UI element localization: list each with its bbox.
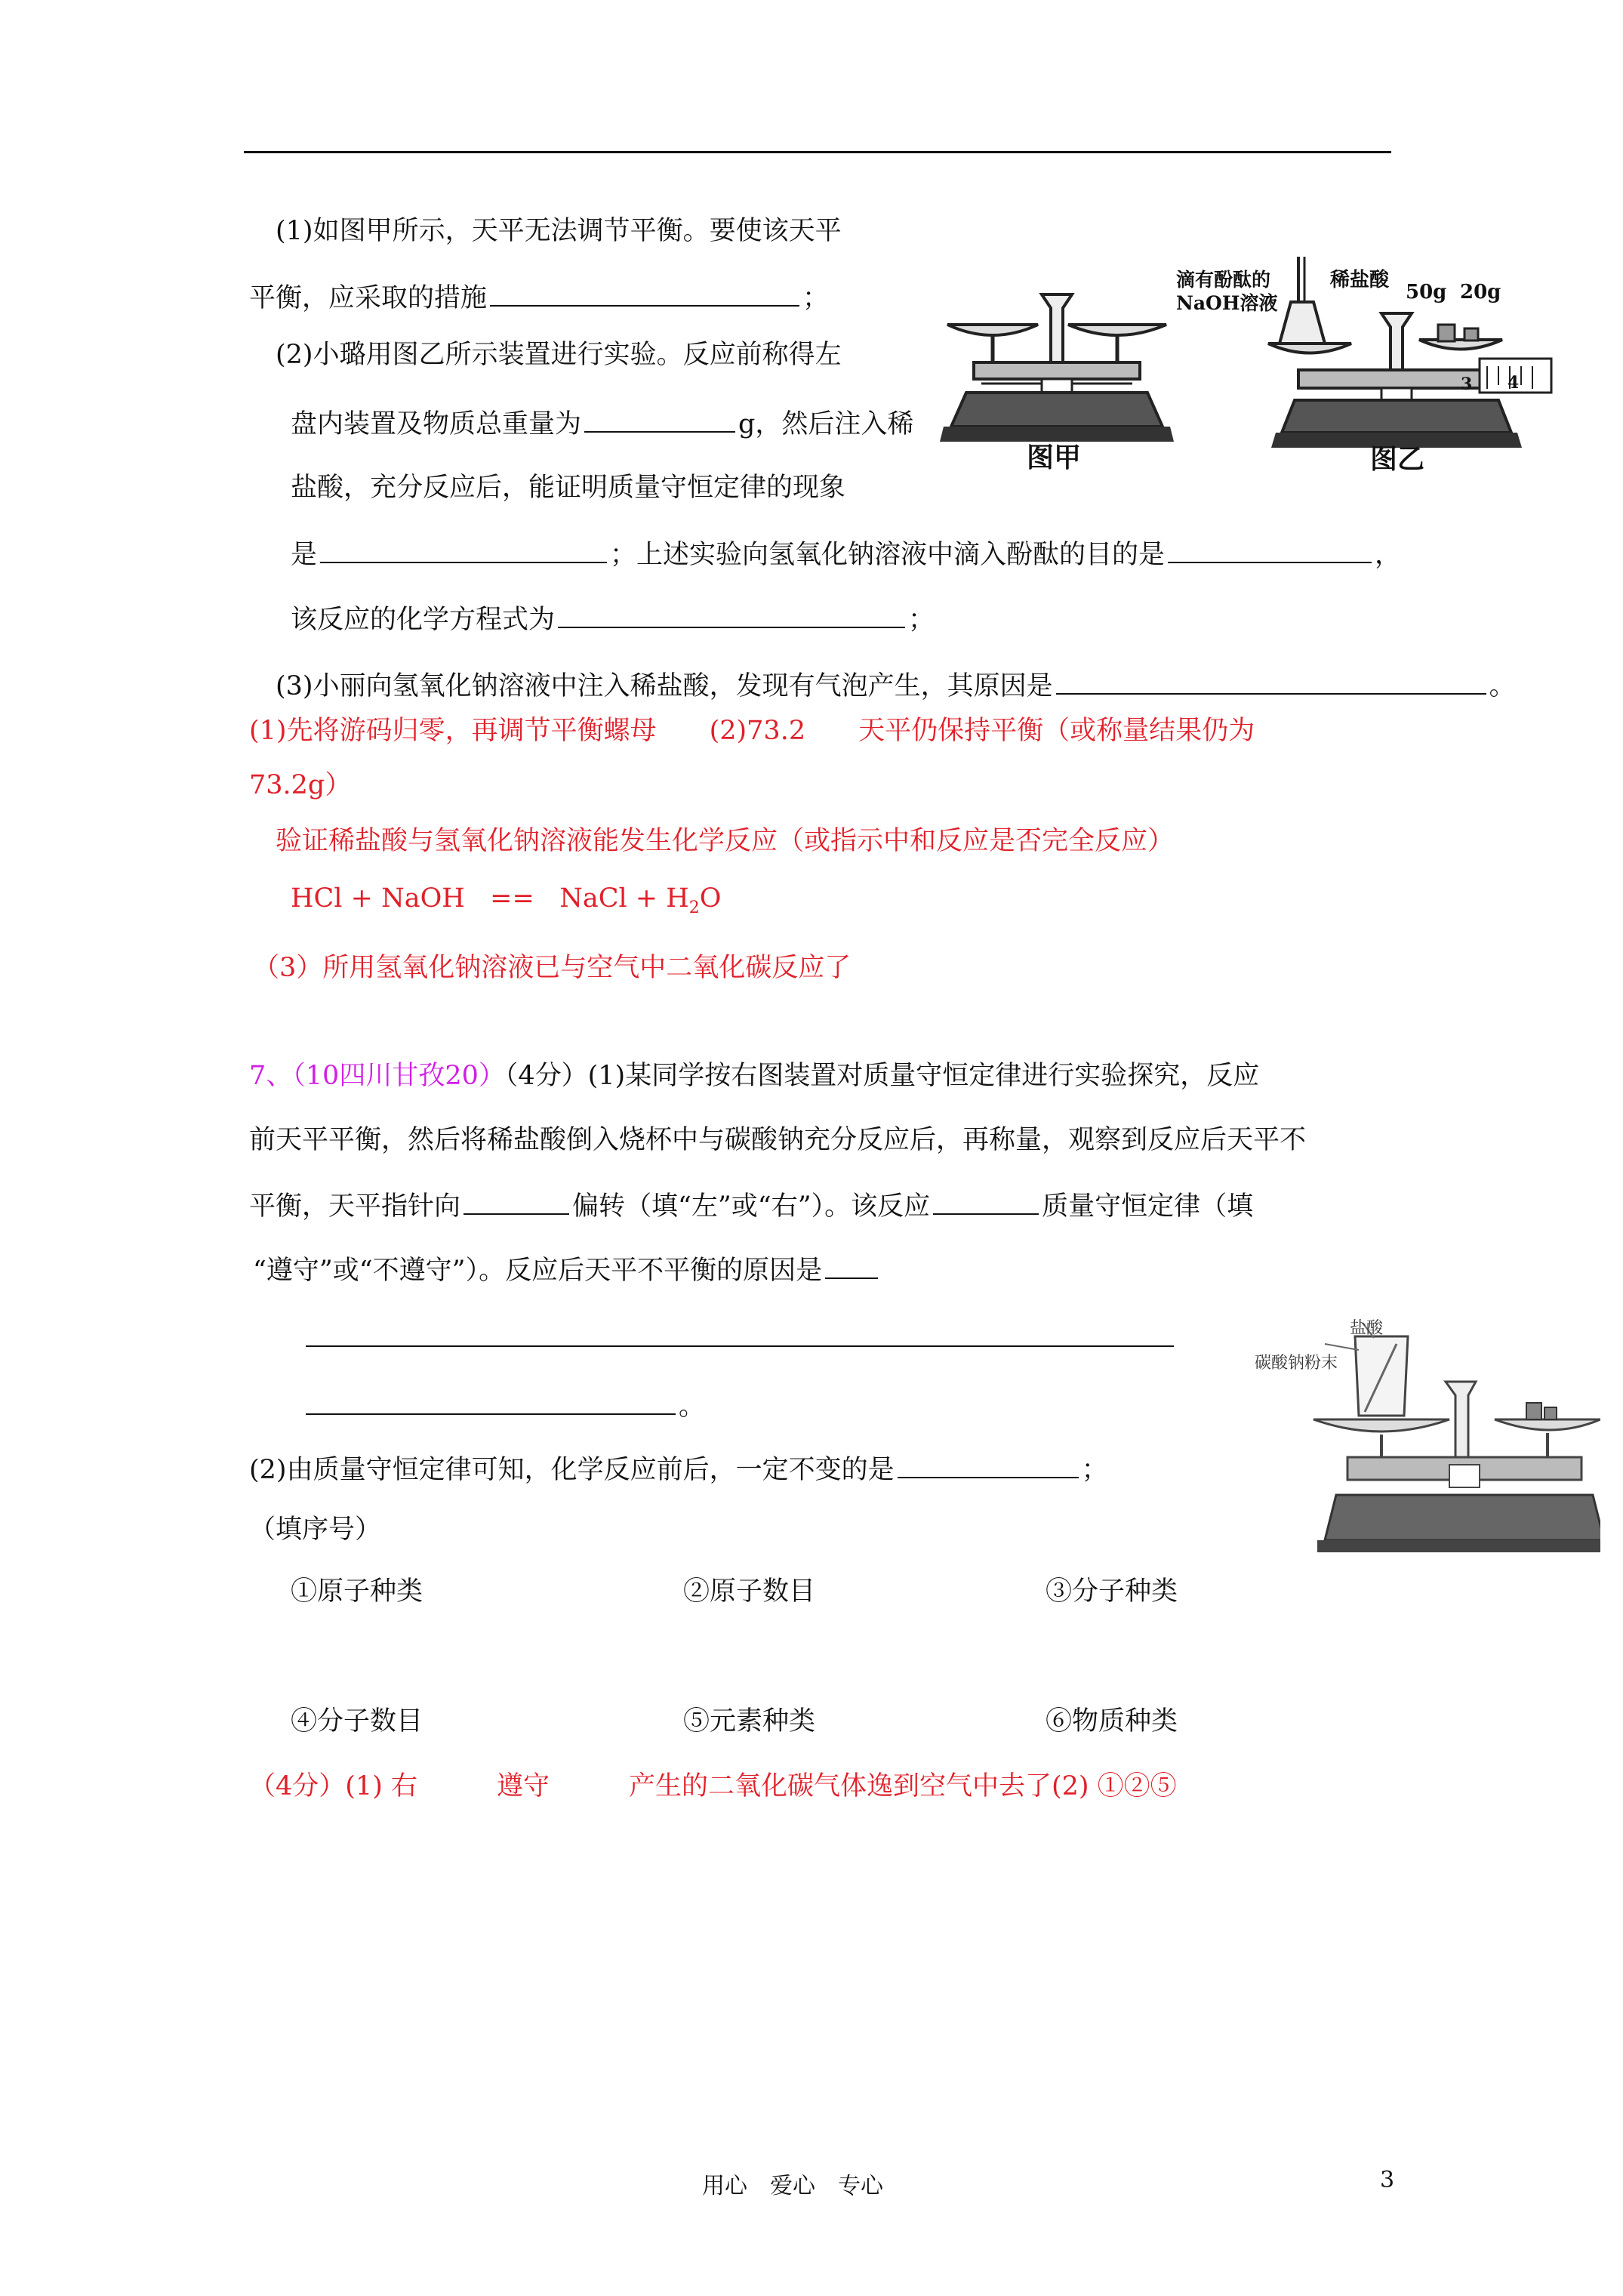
figure-yi-scale-3: 3 bbox=[1461, 374, 1473, 394]
q6-part2-line5 bbox=[291, 601, 935, 636]
q7-line3: 平衡，天平指针向 偏转（填“左”或“右”）。该反应 质量守恒定律（填 bbox=[249, 1188, 1253, 1223]
q6-part2-text: ； bbox=[908, 605, 935, 635]
q7-line6: 。 bbox=[306, 1388, 705, 1423]
q7-answer: （4分）(1) 右 遵守 产生的二氧化碳气体逸到空气中去了(2) ①②⑤ bbox=[249, 1771, 1177, 1801]
header-rule bbox=[244, 151, 1391, 153]
answer-blank[interactable] bbox=[584, 405, 735, 433]
q7-part2: (2)由质量守恒定律可知，化学反应前后，一定不变的是 ； bbox=[249, 1451, 1108, 1487]
q7-figure-label-hcl: 盐酸 bbox=[1350, 1319, 1384, 1338]
q6-answer-line3: 验证稀盐酸与氢氧化钠溶液能发生化学反应（或指示中和反应是否完全反应） bbox=[276, 826, 1175, 856]
q6-part1-end: ； bbox=[802, 283, 830, 313]
answer-blank[interactable] bbox=[306, 1388, 676, 1415]
q6-part2-line4 bbox=[291, 536, 1401, 572]
q6-part3-end: 。 bbox=[1489, 671, 1516, 701]
answer-blank[interactable] bbox=[933, 1188, 1039, 1215]
q6-answer-line5: （3）所用氢氧化钠溶液已与空气中二氧化碳反应了 bbox=[253, 953, 852, 983]
answer-blank[interactable] bbox=[320, 536, 607, 563]
q6-answer-line1: (1)先将游码归零，再调节平衡螺母 (2)73.2 天平仍保持平衡（或称量结果仍为 bbox=[249, 716, 1255, 746]
figure-yi-scale-4: 4 bbox=[1508, 373, 1520, 393]
q6-answer-line2: 73.2g） bbox=[249, 770, 352, 800]
q6-part2-text: 该反应的化学方程式为 bbox=[291, 605, 556, 635]
answer-blank-line[interactable] bbox=[306, 1345, 1174, 1347]
q6-part2-line3: 盐酸，充分反应后，能证明质量守恒定律的现象 bbox=[291, 473, 846, 503]
q6-part2-line2 bbox=[291, 405, 913, 441]
q6-part2-text: ， bbox=[1375, 540, 1402, 570]
q6-part2-text: ；上述实验向氢氧化钠溶液中滴入酚酞的目的是 bbox=[610, 540, 1166, 570]
q6-part1-text: 平衡，应采取的措施 bbox=[249, 283, 488, 313]
answer-blank[interactable] bbox=[558, 601, 905, 628]
q6-part3-text: (3)小丽向氢氧化钠溶液中注入稀盐酸，发现有气泡产生，其原因是 bbox=[276, 671, 1053, 701]
answer-blank[interactable] bbox=[1056, 667, 1486, 695]
answer-blank[interactable] bbox=[898, 1451, 1079, 1478]
figure-yi-weight-20g: 20g bbox=[1460, 281, 1501, 304]
figure-jia-caption: 图甲 bbox=[1027, 442, 1082, 473]
figure-yi-weight-50g: 50g bbox=[1406, 281, 1447, 304]
q6-part1-line1: (1)如图甲所示，天平无法调节平衡。要使该天平 bbox=[276, 216, 842, 246]
figure-yi-note-hcl: 稀盐酸 bbox=[1330, 269, 1390, 291]
q7-figure-label-na2co3: 碳酸钠粉末 bbox=[1255, 1354, 1338, 1373]
option-6: ⑥物质种类 bbox=[1046, 1706, 1178, 1737]
figure-yi-caption: 图乙 bbox=[1370, 444, 1425, 475]
q7-line1: 7、（10四川甘孜20）（4分）(1)某同学按右图装置对质量守恒定律进行实验探究，反应 bbox=[249, 1061, 1260, 1091]
option-3: ③分子种类 bbox=[1046, 1576, 1178, 1607]
q7-line2: 前天平平衡，然后将稀盐酸倒入烧杯中与碳酸钠充分反应后，再称量，观察到反应后天平不 bbox=[249, 1125, 1307, 1155]
q6-part2-text: 是 bbox=[291, 540, 318, 570]
figure-yi-note-naoh: 滴有酚酞的 NaOH溶液 bbox=[1176, 269, 1278, 314]
question-source: （10四川甘孜20） bbox=[292, 1061, 505, 1091]
q6-answer-equation: HCl + NaOH == NaCl + $H_2O$ bbox=[291, 883, 722, 917]
option-2: ②原子数目 bbox=[683, 1576, 816, 1607]
question-number: 7、 bbox=[249, 1061, 293, 1091]
answer-blank[interactable] bbox=[1168, 536, 1372, 563]
option-5: ⑤元素种类 bbox=[683, 1706, 816, 1737]
footer-motto: 用心 爱心 专心 bbox=[702, 2173, 883, 2199]
q7-line4: “遵守”或“不遵守”）。反应后天平不平衡的原因是 bbox=[253, 1252, 881, 1287]
page-number: 3 bbox=[1380, 2167, 1395, 2193]
q6-part2-line1: (2)小璐用图乙所示装置进行实验。反应前称得左 bbox=[276, 340, 842, 370]
q7-part2-hint: （填序号） bbox=[249, 1515, 382, 1545]
equation-equals: == bbox=[490, 883, 534, 914]
q6-part2-unit: g，然后注入稀 bbox=[738, 409, 914, 439]
answer-blank[interactable] bbox=[463, 1188, 569, 1215]
option-4: ④分子数目 bbox=[291, 1706, 423, 1737]
q6-part3 bbox=[276, 667, 1516, 703]
option-1: ①原子种类 bbox=[291, 1576, 423, 1607]
answer-blank[interactable] bbox=[825, 1252, 878, 1279]
answer-blank[interactable] bbox=[490, 279, 799, 307]
q6-part2-text: 盘内装置及物质总重量为 bbox=[291, 409, 582, 439]
q6-part1-line2 bbox=[249, 279, 829, 315]
